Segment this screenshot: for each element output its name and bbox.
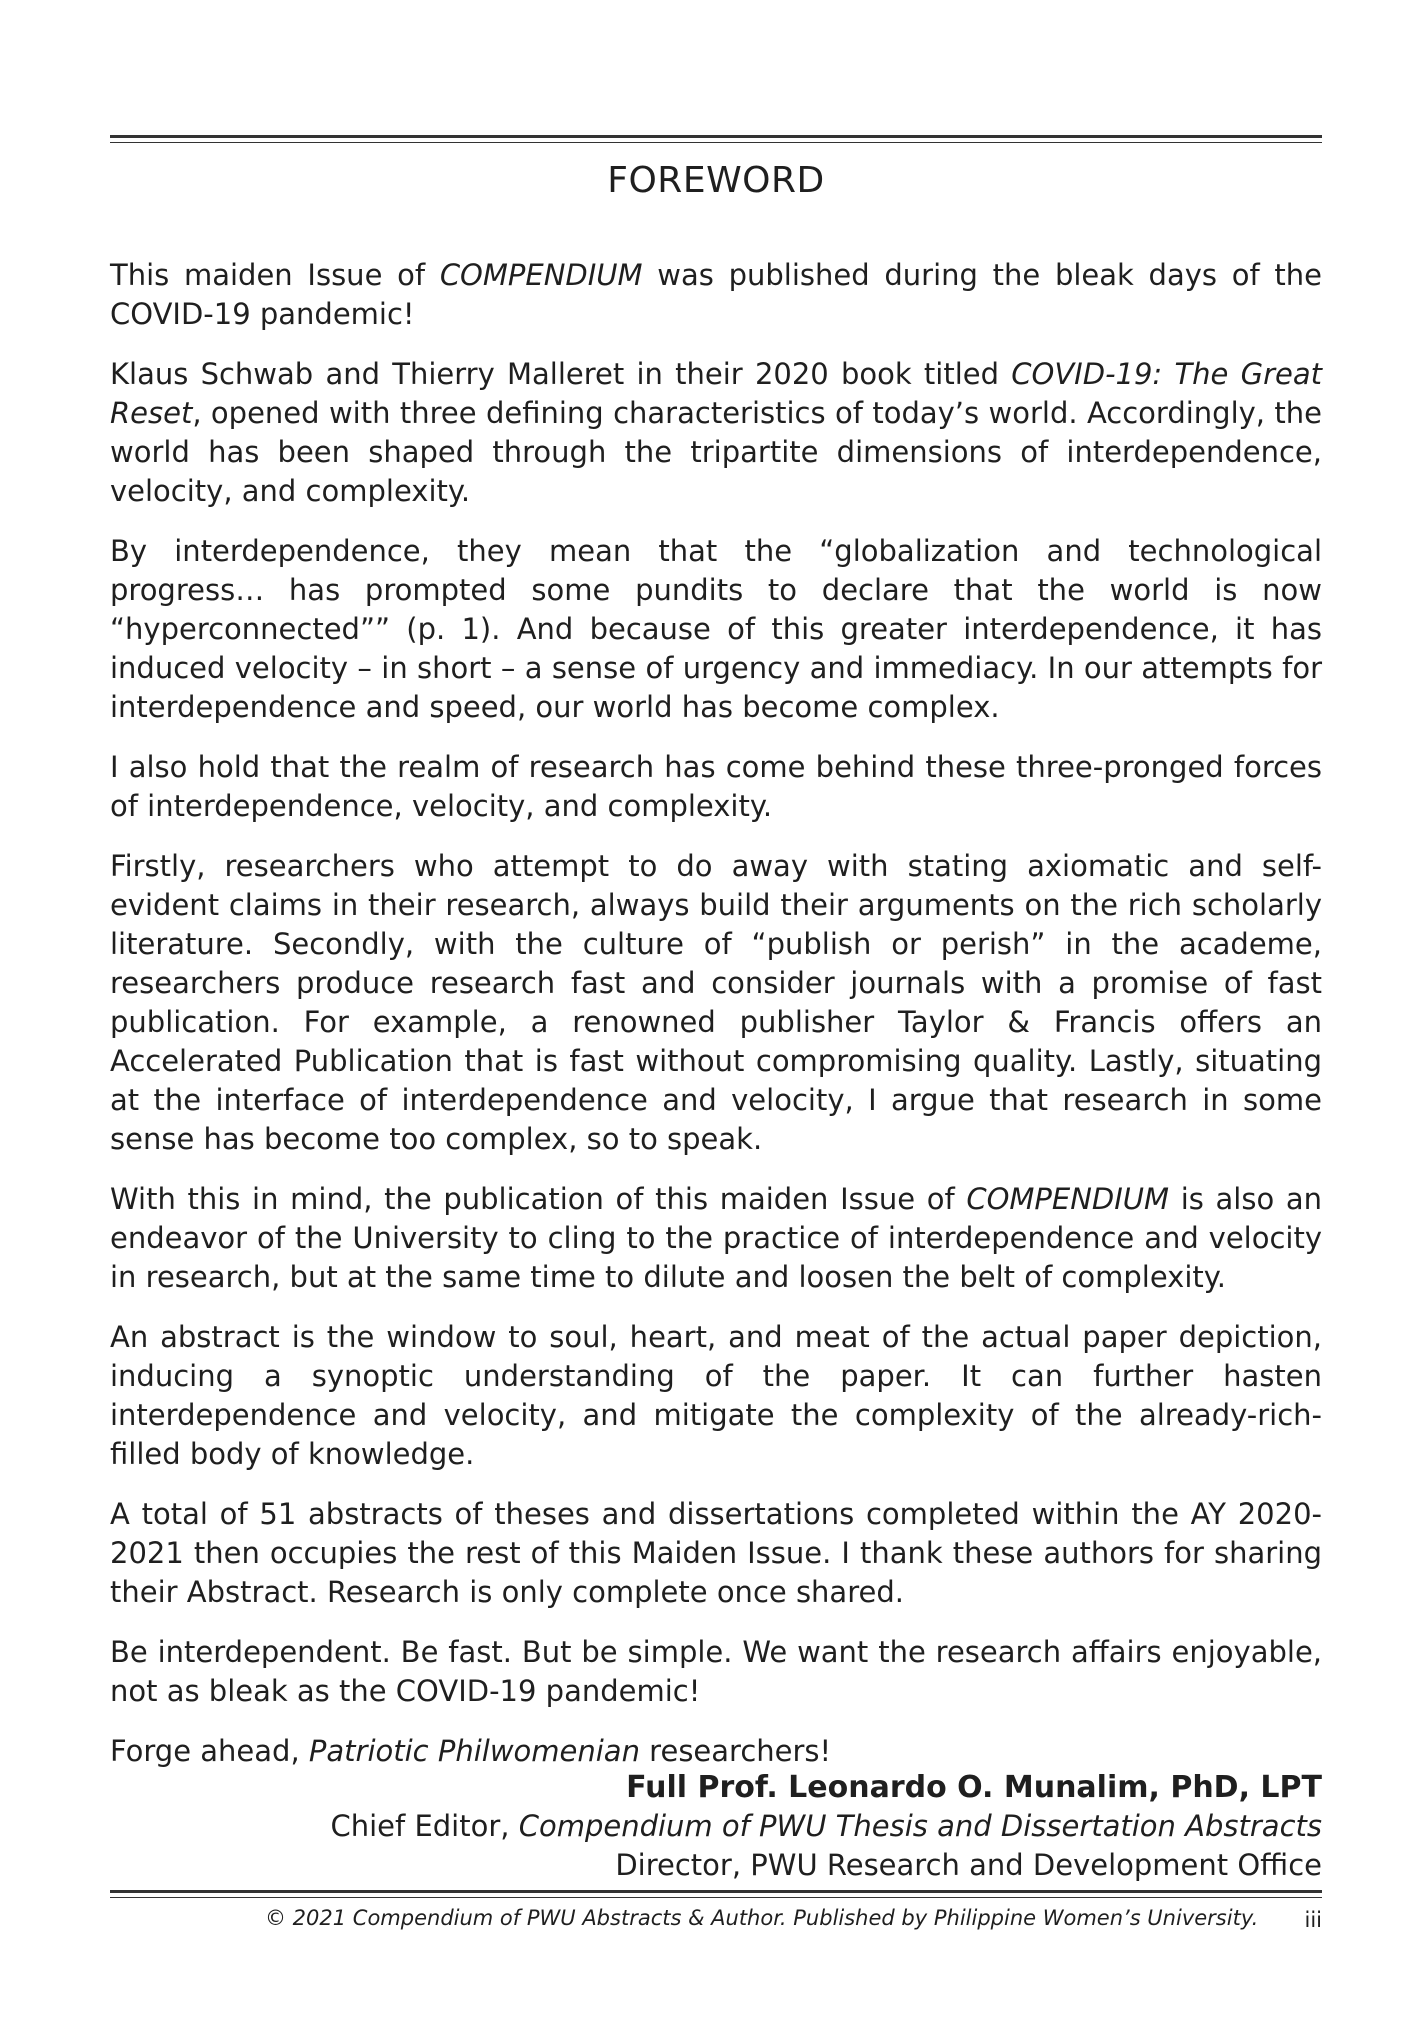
text-run: I also hold that the realm of research has come behind these three-pronged forces of interdependence, velocity, and complexity. <box>110 750 1322 823</box>
paragraph <box>110 1180 1322 1297</box>
text-run: Be interdependent. Be fast. But be simple. We want the research affairs enjoyable, not as bleak as the COVID-19 pandemic! <box>110 1635 1322 1708</box>
italic-text: Patriotic Philwomenian <box>308 1734 640 1768</box>
text-run: was published during the bleak days of the COVID-19 pandemic! <box>110 258 1322 331</box>
paragraph <box>110 748 1322 826</box>
copyright-notice: © 2021 Compendium of PWU Abstracts & Author. Published by Philippine Women’s University. <box>265 1906 1259 1930</box>
italic-text: COMPENDIUM <box>439 258 643 292</box>
document-page <box>110 0 1322 2028</box>
text-run: An abstract is the window to soul, heart, and meat of the actual paper depiction, inducing a synoptic understanding of the paper. It can further hasten interdependence and velocity, and mitigate the complexity of the already-rich-filled body of knowledge. <box>110 1320 1322 1471</box>
paragraph <box>110 355 1322 511</box>
role-prefix: Chief Editor, <box>330 1809 519 1843</box>
text-run: is also an endeavor of the University to cling to the practice of interdependence and velocity in research, but at the same time to dilute and loosen the belt of complexity. <box>110 1182 1322 1294</box>
foreword-body <box>110 256 1322 1792</box>
page-title: FOREWORD <box>607 160 825 201</box>
italic-text: COMPENDIUM <box>966 1182 1170 1216</box>
text-run: Klaus Schwab and Thierry Malleret in their 2020 book titled <box>110 357 1012 391</box>
signatory-office: Director, PWU Research and Development Office <box>615 1848 1322 1882</box>
text-run: This maiden Issue of <box>110 258 440 292</box>
paragraph <box>110 847 1322 1159</box>
italic-text: COVID-19: The Great Reset <box>110 357 1322 430</box>
text-run: , opened with three defining characteristics of today’s world. Accordingly, the world has been shaped through the tripartite dimensions of interdependence, velocity, and complexity. <box>110 396 1322 508</box>
text-run: With this in mind, the publication of this maiden Issue of <box>110 1182 967 1216</box>
role-publication: Compendium of PWU Thesis and Dissertation Abstracts <box>518 1809 1322 1843</box>
bottom-rule <box>110 1890 1322 1898</box>
text-run: Forge ahead, <box>110 1734 309 1768</box>
paragraph <box>110 1318 1322 1474</box>
paragraph <box>110 1495 1322 1612</box>
paragraph <box>110 532 1322 727</box>
signature-block <box>110 1768 1322 1885</box>
paragraph <box>110 1633 1322 1711</box>
text-run: By interdependence, they mean that the “globalization and technological progress… has prompted some pundits to declare that the world is now “hyperconnected”” (p. 1). And because of this greater interdependence, it has induced velocity – in short – a sense of urgency and immediacy. In our attempts for interdependence and speed, our world has become complex. <box>110 534 1322 724</box>
page-number: iii <box>1304 1908 1322 1932</box>
text-run: researchers! <box>639 1734 832 1768</box>
paragraph <box>110 256 1322 334</box>
top-rule <box>110 135 1322 143</box>
signatory-role <box>110 1807 1322 1846</box>
text-run: Firstly, researchers who attempt to do away with stating axiomatic and self-evident claims in their research, always build their arguments on the rich scholarly literature. Secondly, with the culture of “publish or perish” in the academe, researchers produce research fast and consider journals with a promise of fast publication. For example, a renowned publisher Taylor & Francis offers an Accelerated Publication that is fast without compromising quality. Lastly, situating at the interface of interdependence and velocity, I argue that research in some sense has become too complex, so to speak. <box>110 849 1322 1156</box>
text-run: A total of 51 abstracts of theses and dissertations completed within the AY 2020-2021 then occupies the rest of this Maiden Issue. I thank these authors for sharing their Abstract. Research is only complete once shared. <box>110 1497 1322 1609</box>
signatory-name: Full Prof. Leonardo O. Munalim, PhD, LPT <box>626 1770 1322 1805</box>
paragraph <box>110 1732 1322 1771</box>
